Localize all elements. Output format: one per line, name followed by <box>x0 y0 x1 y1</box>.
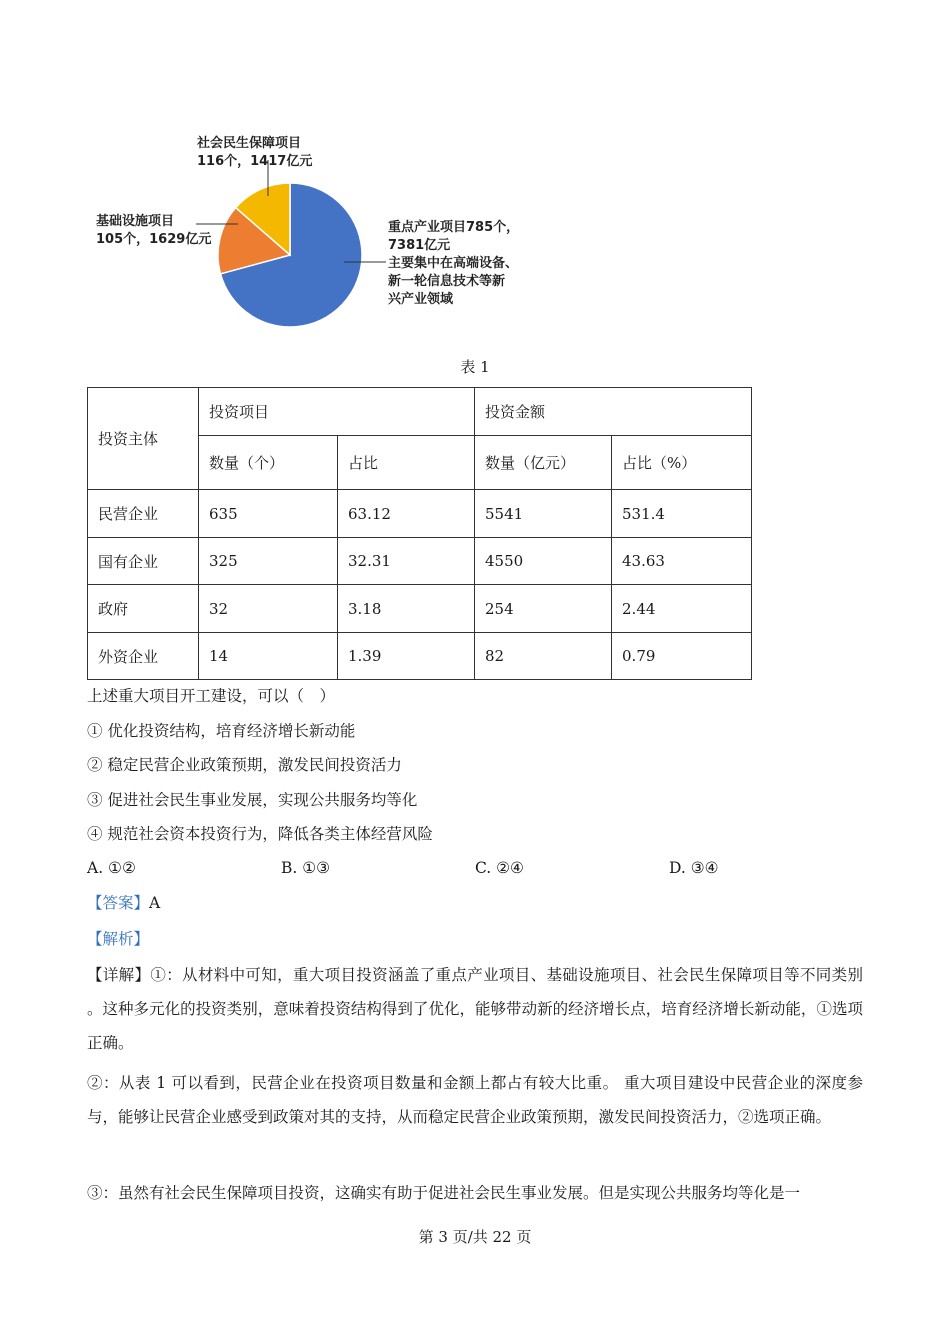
table-row <box>88 538 752 585</box>
cell: 82 <box>475 633 612 680</box>
row-subject: 政府 <box>88 585 199 633</box>
detail-paragraph-2: ②：从表 1 可以看到，民营企业在投资项目数量和金额上都占有较大比重。 重大项目建设中民营企业的深度参与，能够让民营企业感受到政策对其的支持，从而稳定民营企业政策预期，激发民间投资活力，②选项正确。 <box>87 1074 863 1126</box>
header-amount: 投资金额 <box>475 388 752 436</box>
table-row <box>88 490 752 538</box>
header-projects: 投资项目 <box>199 388 475 436</box>
subheader-amount-share: 占比（%） <box>612 436 752 490</box>
table-row <box>88 585 752 633</box>
detail-paragraph-1 <box>87 958 863 1060</box>
pie-label-livelihood: 社会民生保障项目 116个，1417亿元 <box>197 136 313 169</box>
detail-text-1: ①：从材料中可知，重大项目投资涵盖了重点产业项目、基础设施项目、社会民生保障项目等不同类别 。这种多元化的投资类别，意味着投资结构得到了优化，能够带动新的经济增长点，培育经济增长新动能，①选项正确。 <box>87 966 863 1052</box>
subheader-share: 占比 <box>338 436 475 490</box>
analysis-label: 【解析】 <box>87 930 150 948</box>
row-subject: 外资企业 <box>88 633 199 680</box>
subheader-count: 数量（个） <box>199 436 338 490</box>
option-a: A. ①② <box>87 859 136 877</box>
cell: 3.18 <box>338 585 475 633</box>
cell: 254 <box>475 585 612 633</box>
cell: 14 <box>199 633 338 680</box>
statement-4: ④ 规范社会资本投资行为，降低各类主体经营风险 <box>87 825 433 843</box>
cell: 325 <box>199 538 338 585</box>
pie-label-key-industry: 重点产业项目785个， 7381亿元 主要集中在高端设备、 新一轮信息技术等新 兴产业领域 <box>388 220 520 307</box>
pie-label-infrastructure: 基础设施项目 105个，1629亿元 <box>96 214 212 247</box>
table-caption: 表 1 <box>460 358 490 376</box>
answer-label: 【答案】 <box>87 894 150 912</box>
cell: 32.31 <box>338 538 475 585</box>
cell: 1.39 <box>338 633 475 680</box>
cell: 43.63 <box>612 538 752 585</box>
investment-table <box>87 387 752 680</box>
cell: 635 <box>199 490 338 538</box>
cell: 4550 <box>475 538 612 585</box>
cell: 32 <box>199 585 338 633</box>
table-row <box>88 633 752 680</box>
page-footer: 第 3 页/共 22 页 <box>418 1228 532 1246</box>
header-subject: 投资主体 <box>88 388 199 490</box>
option-c: C. ②④ <box>475 859 524 877</box>
answer-value: A <box>149 894 161 912</box>
option-b: B. ①③ <box>281 859 331 877</box>
option-d: D. ③④ <box>669 859 719 877</box>
statement-1: ① 优化投资结构，培育经济增长新动能 <box>87 722 356 740</box>
cell: 0.79 <box>612 633 752 680</box>
statement-2: ② 稳定民营企业政策预期，激发民间投资活力 <box>87 756 402 774</box>
detail-paragraph-3: ③：虽然有社会民生保障项目投资，这确实有助于促进社会民生事业发展。但是实现公共服务均等化是一 <box>87 1184 801 1202</box>
answer-line <box>87 893 160 913</box>
detail-label: 【详解】 <box>87 966 151 984</box>
row-subject: 民营企业 <box>88 490 199 538</box>
cell: 531.4 <box>612 490 752 538</box>
row-subject: 国有企业 <box>88 538 199 585</box>
cell: 63.12 <box>338 490 475 538</box>
subheader-amount: 数量（亿元） <box>475 436 612 490</box>
question-stem: 上述重大项目开工建设，可以（ ） <box>87 687 336 705</box>
cell: 2.44 <box>612 585 752 633</box>
cell: 5541 <box>475 490 612 538</box>
statement-3: ③ 促进社会民生事业发展，实现公共服务均等化 <box>87 791 418 809</box>
